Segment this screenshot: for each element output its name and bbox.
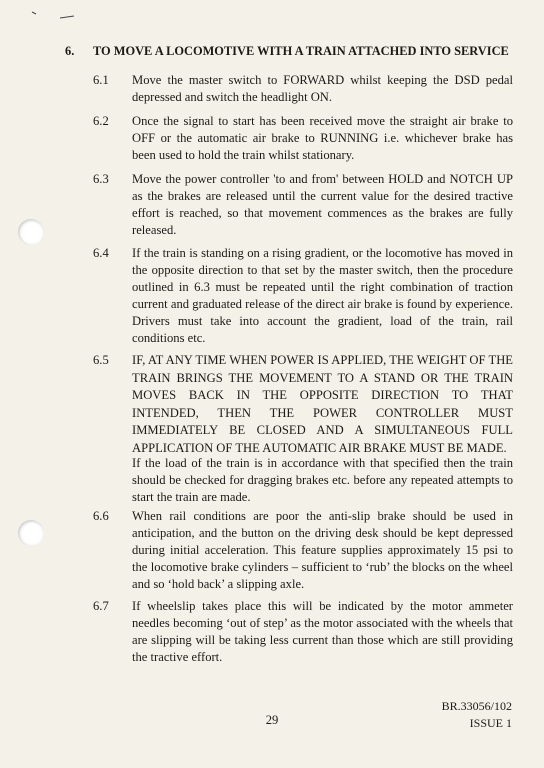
item-text: Once the signal to start has been received move the straight air brake to OFF or the automatic air brake to RUNNING i.e. whichever brake has been used to hold the train whilst stationary. bbox=[132, 114, 513, 162]
punch-hole-top bbox=[18, 219, 44, 245]
doc-ref-number: BR.33056/102 bbox=[441, 699, 512, 713]
item-number: 6.4 bbox=[93, 246, 109, 260]
item-text: When rail conditions are poor the anti-slip brake should be used in anticipation, and the button on the driving desk should be kept depressed during initial acceleration. This feature supplies approximately 15 psi to the locomotive brake cylinders – sufficient to ‘rub’ the blocks on the wheel and so ‘hold back’ a slipping axle. bbox=[132, 509, 513, 591]
section-number: 6. bbox=[65, 44, 75, 58]
item-6-4 bbox=[93, 245, 513, 347]
item-text: Move the master switch to FORWARD whilst keeping the DSD pedal depressed and switch the headlight ON. bbox=[132, 73, 513, 104]
item-6-5 bbox=[93, 352, 513, 457]
document-reference bbox=[442, 698, 512, 732]
item-number: 6.6 bbox=[93, 509, 109, 523]
item-text: If wheelslip takes place this will be indicated by the motor ammeter needles becoming ‘out of step’ as the motor associated with the wheels that are slipping will be taking less current than those which are still providing the tractive effort. bbox=[132, 599, 513, 664]
item-number: 6.2 bbox=[93, 114, 109, 128]
item-6-1 bbox=[93, 72, 513, 106]
punch-hole-bottom bbox=[18, 520, 44, 546]
item-6-2 bbox=[93, 113, 513, 164]
item-number: 6.5 bbox=[93, 353, 109, 367]
item-number: 6.7 bbox=[93, 599, 109, 613]
section-title: TO MOVE A LOCOMOTIVE WITH A TRAIN ATTACHED INTO SERVICE bbox=[93, 44, 509, 58]
section-heading bbox=[65, 44, 515, 59]
item-number: 6.3 bbox=[93, 172, 109, 186]
item-6-7 bbox=[93, 598, 513, 666]
pen-mark bbox=[30, 8, 76, 22]
item-number: 6.1 bbox=[93, 73, 109, 87]
item-6-3 bbox=[93, 171, 513, 239]
item-6-5-followup: If the load of the train is in accordance with that specified then the train should be checked for dragging brakes etc. before any repeated attempts to start the train are made. bbox=[132, 456, 513, 504]
page-number: 29 bbox=[265, 713, 279, 727]
issue-label: ISSUE 1 bbox=[469, 716, 512, 730]
item-text: If the train is standing on a rising gradient, or the locomotive has moved in the opposite direction to that set by the master switch, then the procedure outlined in 6.3 must be repeated until the right combination of traction current and graduated release of the direct air brake is found by experience. Drivers must take into account the gradient, load of the train, rail conditions etc. bbox=[132, 246, 513, 345]
item-text-warning: IF, AT ANY TIME WHEN POWER IS APPLIED, THE WEIGHT OF THE TRAIN BRINGS THE MOVEMENT TO A STAND OR THE TRAIN MOVES BACK IN THE OPPOSITE DIRECTION TO THAT INTENDED, THEN THE POWER CONTROLLER MUST IMMEDIATELY BE CLOSED AND A SIMULTANEOUS FULL APPLICATION OF THE AUTOMATIC AIR BRAKE MUST BE MADE. bbox=[132, 353, 513, 455]
item-6-6 bbox=[93, 508, 513, 593]
item-text: Move the power controller 'to and from' between HOLD and NOTCH UP as the brakes are released until the current value for the desired tractive effort is reached, so that movement commences as the brakes are fully released. bbox=[132, 172, 513, 237]
